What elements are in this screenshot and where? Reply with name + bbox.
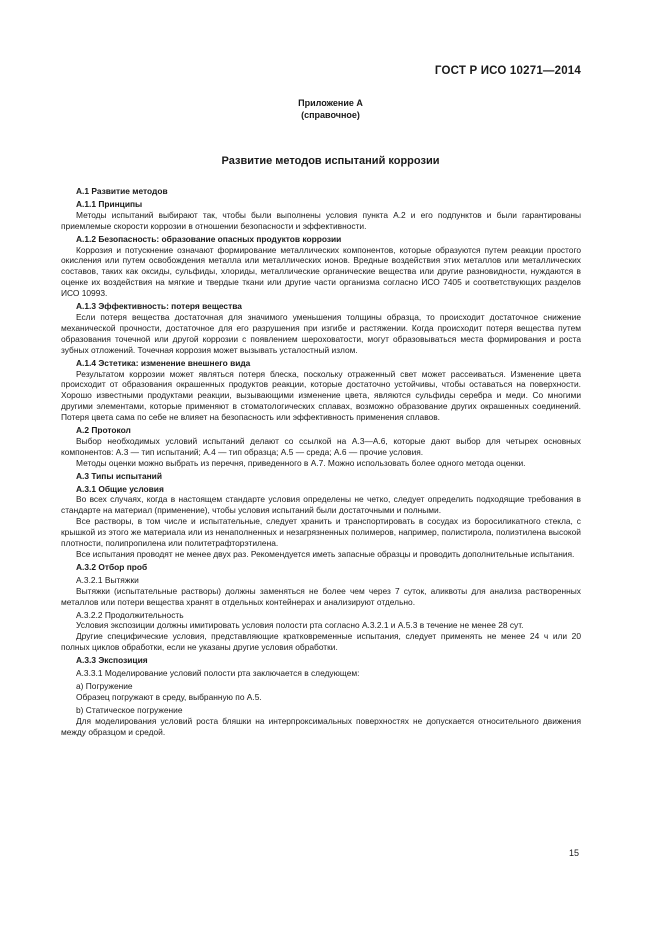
- body-paragraph: Коррозия и потускнение означают формирование металлических компонентов, которые образуются путем реакции простого окисления или путем освобождения металла или металлических ионов. Вредные воздействия этих металлов или металлических составов, таких как оксиды, сульфиды, хлориды, металлические органические вещества или другие разновидности, нуждаются в оценке их воздействия на мягкие и твердые ткани или другие части организма согласно ИСО 7405 и соответствующих разделов ИСО 10993.: [61, 244, 581, 299]
- body-paragraph: Условия экспозиции должны имитировать условия полости рта согласно А.3.2.1 и А.5.3 в течение не менее 28 сут.: [76, 620, 524, 631]
- body-paragraph: Для моделирования условий роста бляшки на интерпроксимальных поверхностях не допускается относительного движения между образцом и средой.: [61, 715, 581, 737]
- body-paragraph: Если потеря вещества достаточная для значимого уменьшения толщины образца, то происходит достаточное снижение механической прочности, достаточное для его разрушения при изгибе и растяжении. Когда происходит потеря вещества путем образования точечной или другой коррозии с появлением шероховатости, могут образовываться места формирования и роста зубных отложений. Точечная коррозия может вызывать усталостный излом.: [61, 311, 581, 355]
- section-heading: А.2 Протокол: [76, 425, 131, 436]
- body-paragraph: Вытяжки (испытательные растворы) должны заменяться не более чем через 7 суток, аликвоты для анализа растворенных металлов или потери вещества хранят в отдельных контейнерах и анализируют отдельно.: [61, 585, 581, 607]
- body-paragraph: Другие специфические условия, представляющие кратковременные испытания, следует применять не менее 24 ч или 20 полных циклов обработки, если не указаны другие условия обработки.: [61, 631, 581, 653]
- appendix-label: Приложение А: [298, 98, 363, 108]
- appendix-heading: [0, 97, 661, 121]
- subsection-label: a) Погружение: [76, 680, 133, 691]
- section-heading: А.3.1 Общие условия: [76, 483, 164, 494]
- section-heading: А.3 Типы испытаний: [76, 470, 162, 481]
- subsection-label: А.3.2.1 Вытяжки: [76, 574, 139, 585]
- section-heading: А.3.3 Экспозиция: [76, 655, 148, 666]
- body-paragraph: Во всех случаях, когда в настоящем стандарте условия определены не четко, следует определить подходящие требования в стандарте на материал (применение), чтобы условия испытаний были достаточными и полными.: [61, 494, 581, 516]
- body-paragraph: Все испытания проводят не менее двух раз. Рекомендуется иметь запасные образцы и проводить дополнительные испытания.: [76, 549, 575, 559]
- document-body: [61, 184, 581, 738]
- subsection-label: А.3.2.2 Продолжительность: [76, 609, 184, 620]
- appendix-kind: (справочное): [301, 110, 360, 120]
- page-number: 15: [568, 848, 579, 858]
- body-paragraph: Результатом коррозии может являться потеря блеска, поскольку отраженный свет может рассеиваться. Изменение цвета происходит от образования окрашенных продуктов реакции, которые достаточно устойчивы, чтобы оставаться на поверхности. Хорошо известными продуктами реакции, вызывающими изменение цвета, являются сульфиды серебра и меди. Со многими другими элементами, которые применяют в стоматологических сплавах, возможно образование других окрашенных соединений. Потеря цвета сама по себе не влияет на безопасность или эффективность применения сплавов.: [61, 368, 581, 423]
- section-heading: А.3.2 Отбор проб: [76, 561, 148, 572]
- body-paragraph: Выбор необходимых условий испытаний делают со ссылкой на А.3—А.6, которые дают выбор для четырех основных компонентов: А.3 — тип испытаний; А.4 — тип образца; А.5 — среда; А.6 — прочие условия.: [61, 435, 581, 457]
- standard-designation: ГОСТ Р ИСО 10271—2014: [434, 65, 581, 77]
- section-heading: А.1.2 Безопасность: образование опасных продуктов коррозии: [76, 233, 342, 244]
- page-title: Развитие методов испытаний коррозии: [221, 155, 440, 167]
- section-heading: А.1.3 Эффективность: потеря вещества: [76, 301, 242, 312]
- body-paragraph: Все растворы, в том числе и испытательные, следует хранить и транспортировать в сосудах из боросиликатного стекла, с крышкой из этого же материала или из ненаполненных и незагрязненных полимеров, например, полистирола, полиэтилена высокой плотности, полипропилена или политетрафторэтилена.: [61, 516, 581, 549]
- body-paragraph: Образец погружают в среду, выбранную по А.5.: [76, 691, 262, 702]
- section-heading: А.1 Развитие методов: [76, 186, 168, 196]
- section-heading: А.1.1 Принципы: [76, 198, 143, 209]
- body-paragraph: Методы испытаний выбирают так, чтобы были выполнены условия пункта А.2 и его подпунктов и были гарантированы приемлемые скорости коррозии в отношении безопасности и эффективности.: [61, 209, 581, 231]
- subsection-label: b) Статическое погружение: [76, 704, 183, 715]
- subsection-label: А.3.3.1 Моделирование условий полости рта заключается в следующем:: [76, 668, 360, 679]
- section-heading: А.1.4 Эстетика: изменение внешнего вида: [76, 357, 251, 368]
- body-paragraph: Методы оценки можно выбрать из перечня, приведенного в А.7. Можно использовать более одного метода оценки.: [76, 457, 526, 468]
